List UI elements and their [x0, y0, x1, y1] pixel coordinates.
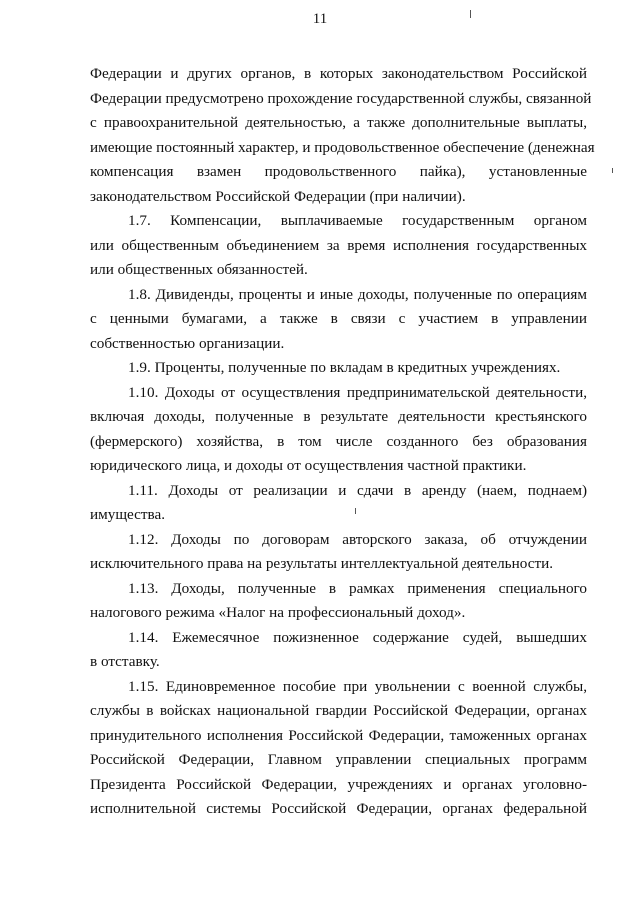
text-line: в отставку. [90, 653, 160, 670]
text-line: с ценными бумагами, а также в связи с участием в управлении [90, 310, 587, 327]
text-line: юридического лица, и доходы от осуществления частной практики. [90, 457, 527, 474]
text-line: законодательством Российской Федерации (при наличии). [90, 187, 466, 205]
text-line: службы в войсках национальной гвардии Российской Федерации, органах [90, 702, 587, 719]
text-line: 1.8. Дивиденды, проценты и иные доходы, полученные по операциям [128, 285, 587, 303]
text-line: или общественных обязанностей. [90, 261, 308, 278]
paragraph-continuation [90, 62, 595, 209]
text-line: Российской Федерации, Главном управлении специальных программ [90, 751, 587, 768]
text-line: исключительного права на результаты интеллектуальной деятельности. [90, 555, 554, 572]
text-line: компенсация взамен продовольственного пайка), установленные [90, 163, 587, 180]
paragraph-p-1-15 [90, 675, 587, 822]
text-line: (фермерского) хозяйства, в том числе созданного без образования [90, 432, 587, 450]
scan-artifact [470, 10, 471, 18]
paragraph-p-1-9 [90, 356, 587, 381]
text-line: 1.13. Доходы, полученные в рамках применения специального [128, 579, 587, 597]
page-number: 11 [312, 11, 328, 27]
paragraph-p-1-13 [90, 577, 587, 626]
text-line: 1.7. Компенсации, выплачиваемые государственным органом [128, 212, 587, 229]
paragraph-p-1-7 [90, 209, 587, 283]
scan-artifact [355, 508, 356, 514]
text-line: принудительного исполнения Российской Федерации, таможенных органах [90, 726, 587, 744]
text-line: имущества. [90, 506, 166, 523]
text-line: 1.10. Доходы от осуществления предпринимательской деятельности, [128, 383, 587, 401]
text-line: Федерации предусмотрено прохождение государственной службы, связанной [90, 89, 592, 107]
paragraph-p-1-11 [90, 479, 587, 528]
text-line: собственностью организации. [90, 334, 285, 352]
paragraph-p-1-14 [90, 626, 587, 675]
text-line: 1.11. Доходы от реализации и сдачи в аренду (наем, поднаем) [128, 481, 587, 499]
document-body [90, 62, 595, 822]
paragraph-p-1-10 [90, 381, 587, 479]
text-line: 1.12. Доходы по договорам авторского заказа, об отчуждении [128, 530, 587, 548]
paragraph-p-1-8 [90, 283, 587, 357]
text-line: исполнительной системы Российской Федерации, органах федеральной [90, 800, 587, 817]
text-line: с правоохранительной деятельностью, а также дополнительные выплаты, [90, 114, 587, 131]
text-line: налогового режима «Налог на профессиональный доход». [90, 604, 466, 621]
text-line: 1.9. Проценты, полученные по вкладам в кредитных учреждениях. [128, 359, 561, 376]
text-line: 1.15. Единовременное пособие при увольнении с военной службы, [128, 677, 587, 695]
paragraph-p-1-12 [90, 528, 587, 577]
text-line: Федерации и других органов, в которых законодательством Российской [90, 65, 587, 82]
text-line: имеющие постоянный характер, и продовольственное обеспечение (денежная [90, 138, 595, 156]
text-line: или общественным объединением за время исполнения государственных [90, 236, 587, 254]
text-line: 1.14. Ежемесячное пожизненное содержание судей, вышедших [128, 628, 587, 646]
text-line: включая доходы, полученные в результате деятельности крестьянского [90, 408, 587, 425]
text-line: Президента Российской Федерации, учреждениях и органах уголовно- [90, 775, 587, 793]
scan-artifact [612, 168, 613, 173]
